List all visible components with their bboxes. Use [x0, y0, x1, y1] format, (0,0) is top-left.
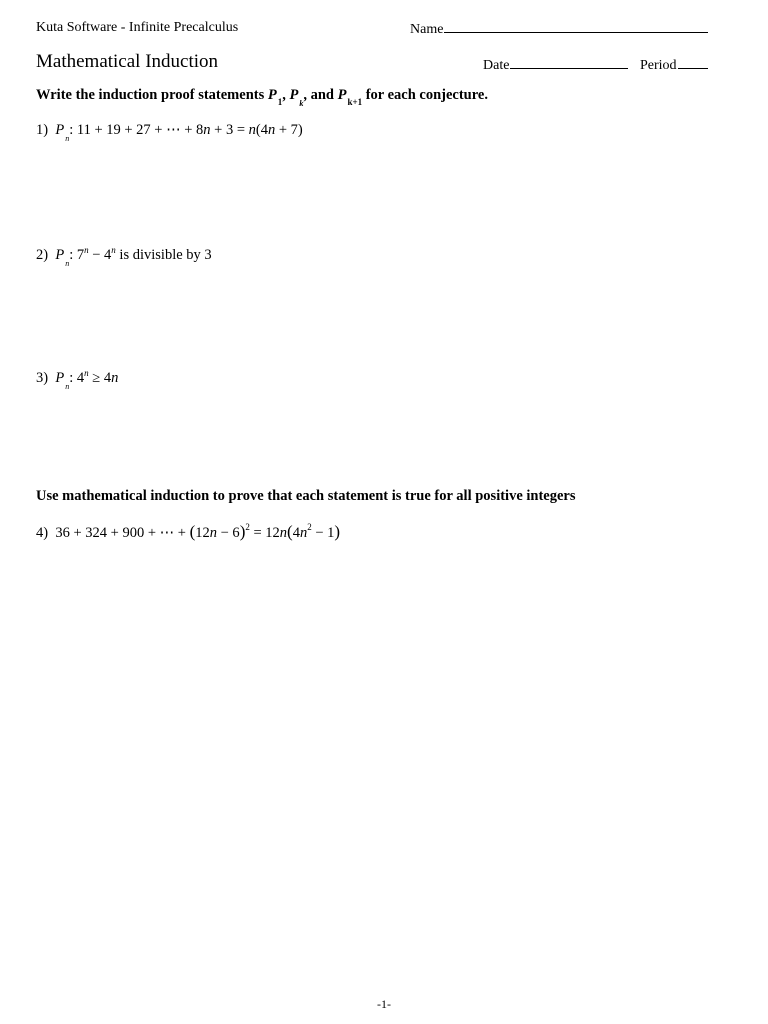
superscript-n: n — [84, 368, 89, 378]
expr-part: 4 — [292, 525, 300, 541]
var-n: n — [111, 370, 119, 386]
expr-part: − 6 — [217, 525, 240, 541]
expr-part: is divisible by 3 — [115, 247, 212, 263]
p-symbol: P — [289, 87, 299, 103]
var-n: n — [268, 122, 276, 138]
expr-part: + 8 — [180, 122, 204, 138]
instruction-prefix: Write the induction proof statements — [36, 87, 268, 103]
and-text: , and — [303, 87, 338, 103]
section1-instruction — [36, 87, 488, 108]
expr-part: − 1 — [311, 525, 335, 541]
period-label: Period — [640, 58, 677, 73]
expr-part: + 3 = — [210, 122, 249, 138]
expr-part: + 7) — [275, 122, 303, 138]
var-n: n — [203, 122, 211, 138]
subscript-1: 1 — [277, 97, 283, 107]
subscript-k-plus-1: k+1 — [347, 97, 363, 107]
ellipsis: ⋯ — [159, 525, 175, 541]
expr-part: = 12 — [249, 525, 280, 541]
superscript-2: 2 — [307, 522, 312, 532]
var-n: n — [299, 525, 308, 541]
p-symbol: P — [55, 247, 65, 263]
var-n: n — [248, 122, 256, 138]
superscript-n: n — [111, 245, 116, 255]
subscript-n: n — [65, 382, 70, 391]
name-underline — [444, 20, 708, 33]
expr-part: : 7 — [69, 247, 85, 263]
expr-part: 12 — [195, 525, 210, 541]
section2-instruction: Use mathematical induction to prove that each statement is true for all positive integers — [36, 488, 576, 504]
expr-part: : 4 — [69, 370, 85, 386]
publisher-label: Kuta Software - Infinite Precalculus — [36, 20, 239, 35]
var-n: n — [209, 525, 217, 541]
instruction-suffix: for each conjecture. — [362, 87, 488, 103]
p-symbol: P — [267, 87, 277, 103]
date-underline — [510, 56, 628, 69]
paren: ( — [189, 522, 196, 541]
p-symbol: P — [55, 370, 65, 386]
paren: ) — [239, 522, 246, 541]
problem-number: 4) — [36, 525, 49, 541]
problem-3 — [36, 368, 119, 391]
paren: ( — [287, 522, 293, 541]
expr-part: (4 — [255, 122, 268, 138]
p-symbol: P — [337, 87, 347, 103]
ellipsis: ⋯ — [166, 122, 181, 138]
problem-number: 2) — [36, 247, 49, 263]
problem-4 — [36, 522, 340, 542]
superscript-n: n — [84, 245, 89, 255]
page-number: -1- — [377, 997, 391, 1011]
date-field[interactable] — [483, 56, 628, 74]
problem-1 — [36, 122, 303, 143]
period-field[interactable] — [640, 56, 708, 74]
subscript-n: n — [65, 134, 70, 143]
period-underline — [678, 56, 708, 69]
name-label: Name — [410, 22, 444, 37]
worksheet-title: Mathematical Induction — [36, 51, 219, 72]
expr-part: ≥ 4 — [88, 370, 112, 386]
subscript-n: n — [65, 259, 70, 268]
problem-2 — [36, 245, 212, 268]
expr-part: + — [174, 525, 190, 541]
name-field[interactable] — [410, 20, 708, 38]
expr-part: 36 + 324 + 900 + — [55, 525, 160, 541]
var-n: n — [279, 525, 288, 541]
expr-part: : 11 + 19 + 27 + — [69, 122, 167, 138]
paren: ) — [334, 522, 341, 541]
comma: , — [282, 87, 290, 103]
p-symbol: P — [55, 122, 65, 138]
expr-part: − 4 — [88, 247, 112, 263]
superscript-2: 2 — [245, 522, 250, 532]
subscript-k: k — [299, 99, 304, 108]
problem-number: 3) — [36, 370, 49, 386]
problem-number: 1) — [36, 122, 49, 138]
date-label: Date — [483, 58, 510, 73]
